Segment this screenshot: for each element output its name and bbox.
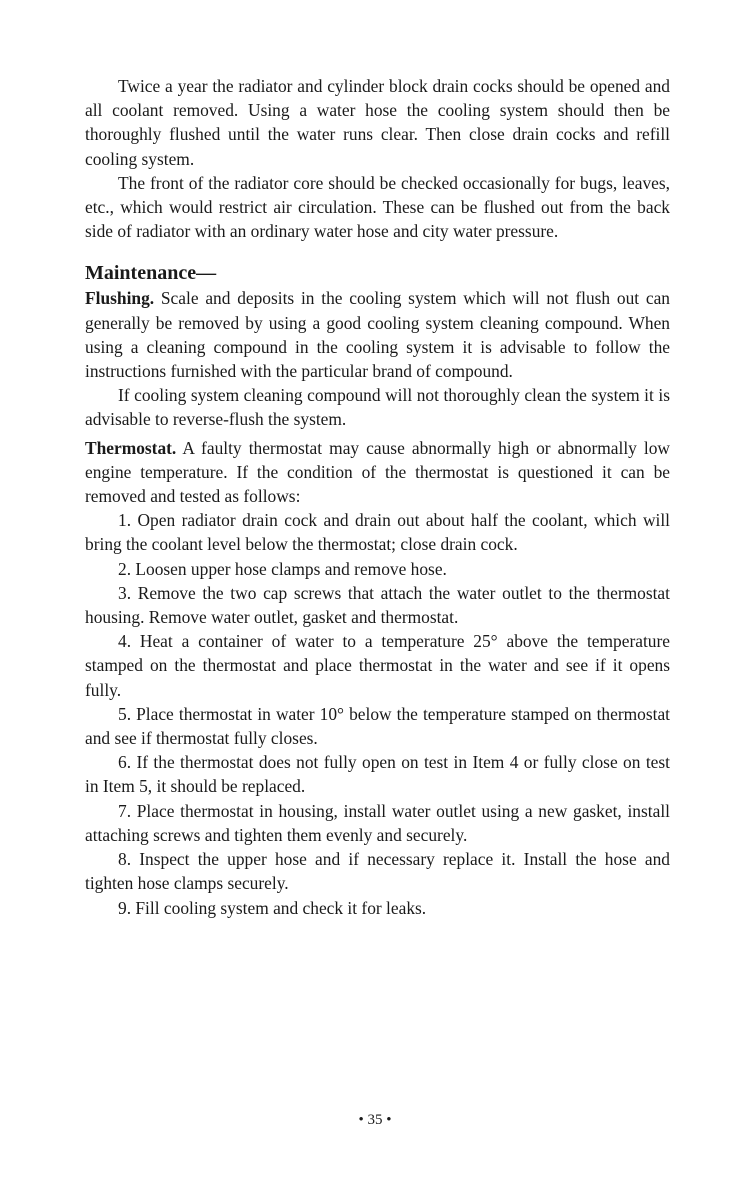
- step-4: 4. Heat a container of water to a temperature 25° above the temperature stamped on the thermostat and place thermostat in the water and see if it opens fully.: [85, 631, 670, 700]
- flushing-paragraph: [85, 286, 670, 383]
- flushing-followup: If cooling system cleaning compound will not thoroughly clean the system it is advisable to reverse-flush the system.: [85, 385, 670, 430]
- page-number: • 35 •: [358, 1112, 392, 1128]
- step-1: 1. Open radiator drain cock and drain out about half the coolant, which will bring the coolant level below the thermostat; close drain cock.: [85, 510, 670, 555]
- section-heading: Maintenance—: [85, 262, 217, 285]
- step-3: 3. Remove the two cap screws that attach the water outlet to the thermostat housing. Remove water outlet, gasket and thermostat.: [85, 582, 670, 628]
- thermostat-text: A faulty thermostat may cause abnormally high or abnormally low engine temperature. If the condition of the thermostat is questioned it can be removed and tested as follows:: [85, 437, 670, 507]
- step-5: 5. Place thermostat in water 10° below the temperature stamped on thermostat and see if thermostat fully closes.: [85, 703, 670, 749]
- intro-paragraph-2: The front of the radiator core should be checked occasionally for bugs, leaves, etc., which would restrict air circulation. These can be flushed out from the back side of radiator with an ordinary water hose and city water pressure.: [85, 172, 670, 242]
- step-8: 8. Inspect the upper hose and if necessary replace it. Install the hose and tighten hose clamps securely.: [85, 849, 670, 894]
- step-9: 9. Fill cooling system and check it for leaks.: [118, 897, 427, 918]
- flushing-run-in: Flushing.: [85, 288, 155, 309]
- step-2: 2. Loosen upper hose clamps and remove hose.: [118, 558, 447, 579]
- intro-paragraph-1: Twice a year the radiator and cylinder block drain cocks should be opened and all coolant removed. Using a water hose the cooling system should then be thoroughly flushed until the water runs clear. Then close drain cocks and refill cooling system.: [85, 76, 670, 169]
- step-7: 7. Place thermostat in housing, install water outlet using a new gasket, install attaching screws and tighten them evenly and securely.: [85, 800, 670, 845]
- thermostat-paragraph: [85, 436, 670, 509]
- step-6: 6. If the thermostat does not fully open on test in Item 4 or fully close on test in Item 5, it should be replaced.: [85, 752, 670, 797]
- thermostat-run-in: Thermostat.: [85, 437, 177, 458]
- flushing-text: Scale and deposits in the cooling system which will not flush out can generally be removed by using a good cooling system cleaning compound. When using a cleaning compound in the cooling system it is advisable to follow the instructions furnished with the particular brand of compound.: [85, 288, 670, 382]
- text-column: [85, 74, 670, 920]
